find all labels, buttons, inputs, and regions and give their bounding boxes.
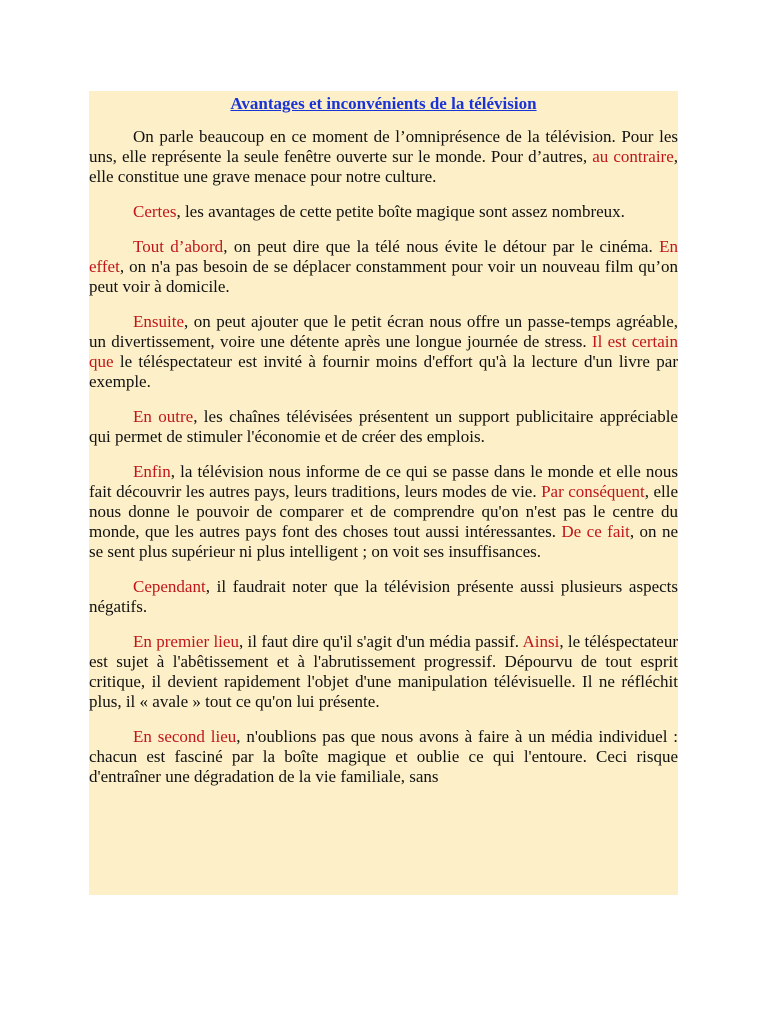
paragraph-text: , n'oublions pas que nous avons à faire à un média individuel : chacun est fasciné par la boîte magique et oublie ce qui l'entoure. Ceci risque d'entraîner une dégradation de la vie familiale, sans: [89, 727, 678, 786]
paragraph: [89, 127, 678, 187]
paragraph: [89, 727, 678, 787]
paragraph-text: , on ne se sent plus supérieur ni plus intelligent ; on voit ses insuffisances.: [89, 522, 678, 561]
transition-word: Ensuite: [133, 312, 184, 331]
paragraph-text: , on n'a pas besoin de se déplacer constamment pour voir un nouveau film qu’on peut voir à domicile.: [89, 257, 678, 296]
transition-word: De ce fait: [561, 522, 630, 541]
transition-word: Cependant: [133, 577, 206, 596]
transition-word: En second lieu: [133, 727, 237, 746]
paragraph-text: On parle beaucoup en ce moment de l’omniprésence de la télévision. Pour les uns, elle représente la seule fenêtre ouverte sur le monde. Pour d’autres,: [89, 127, 678, 166]
paragraph-text: , les avantages de cette petite boîte magique sont assez nombreux.: [176, 202, 625, 221]
paragraph-text: , elle constitue une grave menace pour notre culture.: [89, 147, 678, 186]
paragraph-text: le téléspectateur est invité à fournir moins d'effort qu'à la lecture d'un livre par exemple.: [89, 352, 678, 391]
paragraph: [89, 407, 678, 447]
transition-word: En outre: [133, 407, 194, 426]
paragraph-text: , elle nous donne le pouvoir de comparer et de comprendre qu'on n'est pas le centre du monde, que les autres pays font des choses tout aussi intéressantes.: [89, 482, 678, 541]
paragraph: [89, 237, 678, 297]
paragraph: [89, 312, 678, 392]
page-title: [89, 93, 678, 115]
transition-word: En effet: [89, 237, 678, 276]
transition-word: Par conséquent: [541, 482, 645, 501]
transition-word: Tout d’abord: [133, 237, 224, 256]
paragraph-text: , la télévision nous informe de ce qui se passe dans le monde et elle nous fait découvrir les autres pays, leurs traditions, leurs modes de vie.: [89, 462, 678, 501]
transition-word: Il est certain que: [89, 332, 679, 371]
paragraph: [89, 632, 678, 712]
paragraph: [89, 462, 678, 562]
paragraph-text: , on peut ajouter que le petit écran nous offre un passe-temps agréable, un divertissement, voire une détente après une longue journée de stress.: [89, 312, 678, 351]
paragraph: [89, 202, 678, 222]
paragraph: [89, 577, 678, 617]
paragraph-text: , il faudrait noter que la télévision présente aussi plusieurs aspects négatifs.: [89, 577, 678, 616]
paragraph-text: , il faut dire qu'il s'agit d'un média passif.: [238, 632, 523, 651]
transition-word: au contraire: [592, 147, 674, 166]
transition-word: Ainsi: [522, 632, 560, 651]
paragraph-text: , les chaînes télévisées présentent un support publicitaire appréciable qui permet de stimuler l'économie et de créer des emplois.: [89, 407, 678, 446]
transition-word: Enfin: [133, 462, 171, 481]
transition-word: Certes: [133, 202, 177, 221]
paragraph-list: [89, 127, 678, 787]
transition-word: En premier lieu: [133, 632, 239, 651]
document-page: [89, 91, 678, 895]
title-link[interactable]: Avantages et inconvénients de la télévision: [230, 94, 537, 113]
document-content: [89, 91, 678, 787]
paragraph-text: , on peut dire que la télé nous évite le détour par le cinéma.: [223, 237, 660, 256]
paragraph-text: , le téléspectateur est sujet à l'abêtissement et à l'abrutissement progressif. Dépourvu de tout esprit critique, il devient rapidement l'objet d'une manipulation télévisuelle. Il ne réfléchit plus, il « avale » tout ce qu'on lui présente.: [89, 632, 678, 711]
